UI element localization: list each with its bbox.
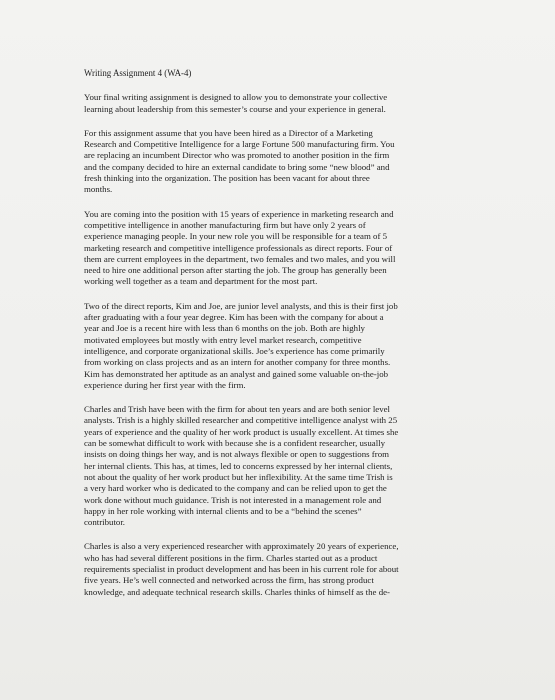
text-line: who has had several different positions in the firm. Charles started out as a product — [84, 552, 378, 563]
text-line: happy in her role working with internal clients and to be a “behind the scenes” — [84, 505, 362, 516]
text-line: analysts. Trish is a highly skilled researcher and competitive intelligence analyst with 25 — [84, 415, 398, 426]
text-line: her internal clients. This has, at times, led to concerns expressed by her internal clients, — [84, 460, 393, 471]
text-line: and the company decided to hire an external candidate to bring some “new blood” and — [84, 161, 390, 172]
text-line: Charles is also a very experienced researcher with approximately 20 years of experience, — [84, 541, 399, 552]
text-line: Kim has demonstrated her aptitude as an analyst and gained some valuable on-the-job — [84, 368, 389, 379]
text-line: five years. He’s well connected and networked across the firm, has strong product — [84, 575, 374, 586]
text-line: them are current employees in the department, two females and two males, and you will — [84, 253, 396, 264]
text-line: intelligence, and corporate organizational skills. Joe’s experience has come primarily — [84, 345, 385, 356]
paragraph — [84, 209, 460, 288]
text-line: not about the quality of her work product but her inflexibility. At the same time Trish is — [84, 471, 393, 482]
text-line: Charles and Trish have been with the firm for about ten years and are both senior level — [84, 404, 391, 415]
paragraph — [84, 404, 460, 528]
text-line: a very hard worker who is dedicated to the company and can be relied upon to get the — [84, 483, 387, 494]
text-line: years of experience and the quality of her work product is usually excellent. At times she — [84, 426, 399, 437]
text-line: experience managing people. In your new role you will be responsible for a team of 5 — [84, 231, 388, 242]
paragraph — [84, 92, 460, 115]
text-line: Two of the direct reports, Kim and Joe, are junior level analysts, and this is their first job — [84, 300, 398, 311]
text-line: insists on doing things her way, and is not always flexible or open to suggestions from — [84, 449, 389, 460]
text-line: year and Joe is a recent hire with less than 6 months on the job. Both are highly — [84, 323, 365, 334]
text-line: motivated employees but mostly with entry level market research, competitive — [84, 334, 362, 345]
text-line: competitive intelligence in another manufacturing firm but have only 2 years of — [84, 219, 366, 230]
text-line: are replacing an incumbent Director who was promoted to another position in the firm — [84, 150, 390, 161]
document-title: Writing Assignment 4 (WA-4) — [84, 68, 192, 78]
text-line: Your final writing assignment is designed to allow you to demonstrate your collective — [84, 92, 388, 103]
text-line: knowledge, and adequate technical research skills. Charles thinks of himself as the de- — [84, 586, 390, 597]
paragraph — [84, 301, 460, 391]
text-line: after graduating with a four year degree. Kim has been with the company for about a — [84, 312, 384, 323]
text-line: fresh thinking into the organization. The position has been vacant for about three — [84, 173, 370, 184]
text-line: learning about leadership from this semester’s course and your experience in general. — [84, 103, 386, 114]
text-line: contributor. — [84, 517, 126, 528]
text-line: from working on class projects and as an intern for another company for three months. — [84, 357, 391, 368]
text-line: requirements specialist in product development and has been in his current role for about — [84, 563, 399, 574]
paragraph — [84, 128, 460, 196]
text-line: experience during her first year with the firm. — [84, 379, 246, 390]
text-line: work done without much guidance. Trish is not interested in a management role and — [84, 494, 382, 505]
text-line: months. — [84, 184, 113, 195]
text-line: Research and Competitive Intelligence for a large Fortune 500 manufacturing firm. You — [84, 139, 395, 150]
paragraph — [84, 541, 460, 597]
paragraph-list — [84, 92, 460, 598]
text-line: You are coming into the position with 15 years of experience in marketing research and — [84, 208, 394, 219]
text-line: marketing research and competitive intelligence professionals as direct reports. Four of — [84, 242, 393, 253]
text-line: can be somewhat difficult to work with because she is a confident researcher, usually — [84, 438, 386, 449]
text-line: working well together as a team and department for the most part. — [84, 276, 318, 287]
text-line: need to hire one additional person after starting the job. The group has generally been — [84, 265, 387, 276]
document-body — [84, 68, 460, 611]
text-line: For this assignment assume that you have been hired as a Director of a Marketing — [84, 127, 373, 138]
